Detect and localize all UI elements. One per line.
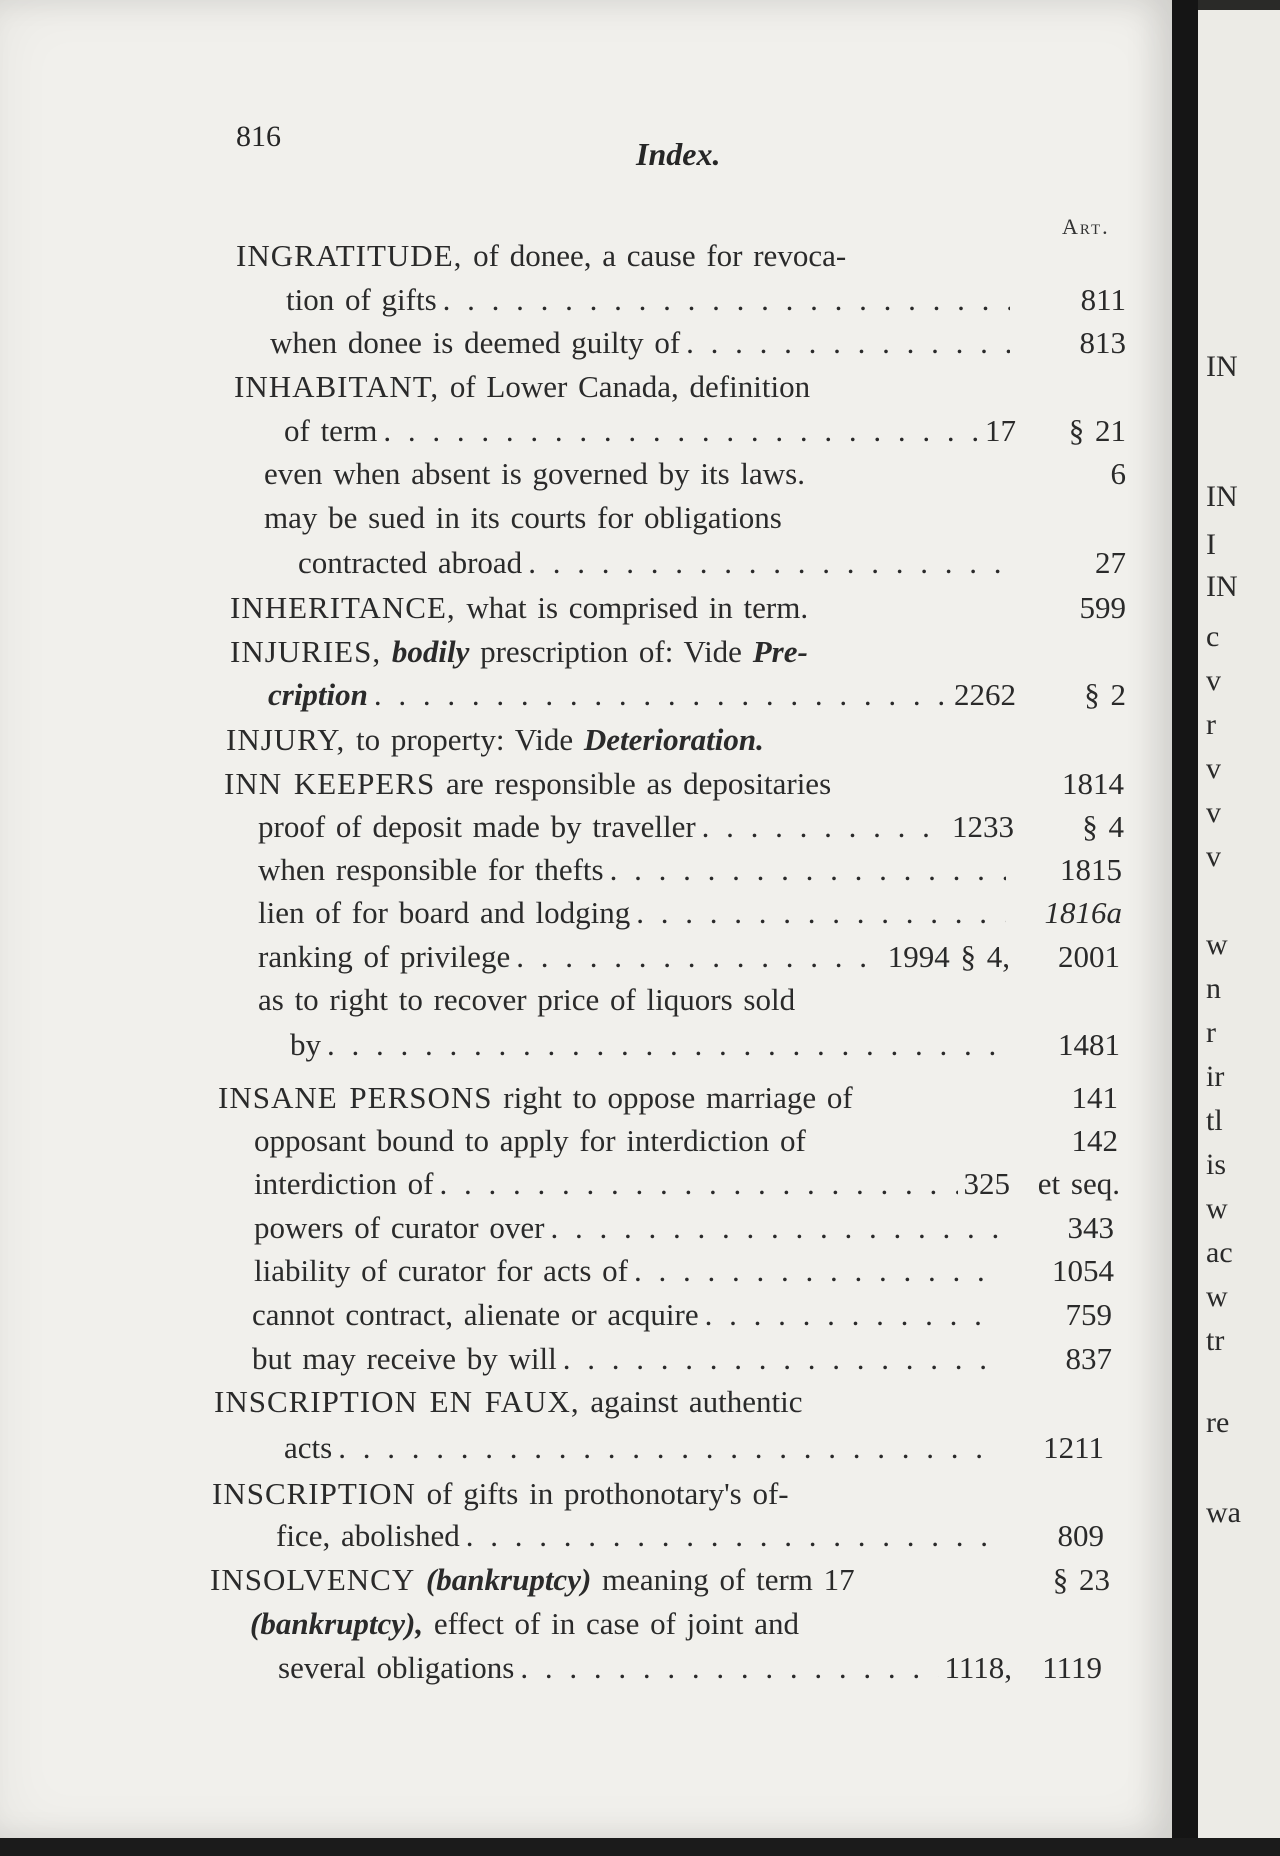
scan-bottom-edge <box>0 1838 1280 1856</box>
entry-text: against authentic <box>590 1384 803 1419</box>
entry-text: when responsible for thefts <box>258 852 604 887</box>
page-number: 816 <box>236 120 281 153</box>
index-entry <box>254 1123 1118 1163</box>
page-reference: 1233 <box>952 809 1014 844</box>
article-reference: 1054 <box>1052 1253 1114 1288</box>
dot-leader <box>636 895 1006 931</box>
index-entry <box>230 634 1030 674</box>
index-entry <box>298 545 1126 585</box>
entry-heading: INHERITANCE, <box>230 590 456 625</box>
dot-leader <box>338 1430 988 1466</box>
entry-text: contracted abroad <box>298 545 523 580</box>
entry-heading: INJURIES, <box>230 634 382 669</box>
entry-text: by <box>290 1027 321 1062</box>
entry-text: of Lower Canada, definition <box>449 369 811 404</box>
index-entry <box>254 1253 1114 1293</box>
dot-leader <box>327 1027 1004 1063</box>
entry-italic: (bankruptcy), <box>250 1606 424 1641</box>
index-entry <box>258 895 1122 935</box>
book-spine-shadow <box>1172 0 1198 1856</box>
index-entry <box>210 1562 1110 1602</box>
entry-text: what is comprised in term. <box>466 590 809 625</box>
entry-italic: Deterioration. <box>583 722 764 757</box>
entry-text: of term <box>284 413 378 448</box>
page-reference: 1994 § 4, <box>887 939 1010 974</box>
article-reference: 599 <box>1079 590 1126 625</box>
page-reference: 325 <box>963 1166 1010 1201</box>
entry-text: prescription of: Vide <box>480 634 742 669</box>
article-reference: 759 <box>1065 1297 1112 1332</box>
dot-leader <box>634 1253 998 1289</box>
entry-text: acts <box>284 1430 333 1465</box>
article-reference: § 23 <box>1052 1562 1110 1597</box>
article-reference: 6 <box>1110 456 1126 491</box>
dot-leader <box>466 1518 988 1554</box>
index-entry <box>258 809 1124 849</box>
article-reference: 27 <box>1095 545 1126 580</box>
index-entry <box>212 1476 1012 1516</box>
facing-text: w <box>1206 1280 1228 1313</box>
index-entry <box>226 722 1026 762</box>
entry-text: of gifts in prothonotary's of- <box>426 1476 789 1511</box>
facing-page-edge <box>1198 10 1280 1838</box>
index-entry <box>264 456 1126 496</box>
index-entry <box>268 677 1126 717</box>
index-entry <box>270 325 1126 365</box>
entry-text: are responsible as depositaries <box>445 766 832 801</box>
entry-text: effect of in case of joint and <box>433 1606 800 1641</box>
facing-text: n <box>1206 972 1221 1005</box>
index-entry <box>286 282 1126 322</box>
facing-text: v <box>1206 840 1221 873</box>
entry-italic: (bankruptcy) <box>425 1562 592 1597</box>
entry-text: tion of gifts <box>286 282 437 317</box>
article-reference: 1815 <box>1060 852 1122 887</box>
entry-heading: INN KEEPERS <box>224 766 436 801</box>
article-reference: § 21 <box>1068 413 1126 448</box>
article-reference: 811 <box>1080 282 1126 317</box>
index-entry <box>290 1027 1120 1067</box>
article-reference: 1481 <box>1058 1027 1120 1062</box>
article-column-label: Art. <box>1062 214 1110 239</box>
entry-text: fice, abolished <box>276 1518 460 1553</box>
facing-text: ac <box>1206 1236 1233 1269</box>
entry-heading: INSCRIPTION EN FAUX, <box>214 1384 580 1419</box>
index-entry <box>218 1080 1118 1120</box>
article-reference: 813 <box>1079 325 1126 360</box>
entry-text: ranking of privilege <box>258 939 511 974</box>
index-entry <box>224 766 1124 806</box>
index-entry <box>234 369 1024 409</box>
article-reference: § 2 <box>1084 677 1126 712</box>
dot-leader <box>702 809 946 845</box>
entry-text: lien of for board and lodging <box>258 895 631 930</box>
entry-text: right to oppose marriage of <box>503 1080 853 1115</box>
facing-text: v <box>1206 752 1221 785</box>
entry-text: opposant bound to apply for interdiction of <box>254 1123 806 1158</box>
index-entry <box>258 982 1018 1022</box>
dot-leader <box>520 1650 938 1686</box>
dot-leader <box>610 852 1006 888</box>
dot-leader <box>563 1341 996 1377</box>
entry-text: of donee, a cause for revoca- <box>473 238 847 273</box>
index-entry <box>276 1518 1104 1558</box>
dot-leader <box>439 1166 957 1202</box>
index-entry <box>214 1384 1014 1424</box>
article-reference: 1119 <box>1042 1650 1102 1685</box>
index-entry <box>236 238 1026 278</box>
index-entry <box>258 939 1120 979</box>
dot-leader <box>516 939 882 975</box>
entry-text: powers of curator over <box>254 1210 545 1245</box>
page-reference: 17 <box>985 413 1016 448</box>
entry-heading: INSOLVENCY <box>210 1562 416 1597</box>
article-reference: 809 <box>1057 1518 1104 1553</box>
entry-text: cannot contract, alienate or acquire <box>252 1297 699 1332</box>
index-entry <box>264 500 1024 540</box>
facing-text: IN <box>1206 480 1238 513</box>
entry-text: liability of curator for acts of <box>254 1253 628 1288</box>
facing-text: is <box>1206 1148 1227 1181</box>
dot-leader <box>528 545 1010 581</box>
article-reference: et seq. <box>1037 1166 1120 1201</box>
article-reference: 141 <box>1071 1080 1118 1115</box>
entry-heading: INSCRIPTION <box>212 1476 416 1511</box>
dot-leader <box>443 282 1010 318</box>
facing-text: w <box>1206 928 1228 961</box>
facing-text: wa <box>1206 1496 1241 1529</box>
entry-text: interdiction of <box>254 1166 434 1201</box>
article-reference: 1814 <box>1062 766 1124 801</box>
article-reference: 837 <box>1065 1341 1112 1376</box>
page-reference: 2262 <box>954 677 1016 712</box>
entry-heading: INJURY, <box>226 722 346 757</box>
facing-text: I <box>1206 528 1216 561</box>
article-reference: 343 <box>1067 1210 1114 1245</box>
article-reference: 2001 <box>1058 939 1120 974</box>
entry-text: when donee is deemed guilty of <box>270 325 681 360</box>
dot-leader <box>686 325 1010 361</box>
dot-leader <box>705 1297 996 1333</box>
index-entry <box>254 1210 1114 1250</box>
entry-italic: cription <box>268 677 368 712</box>
page-reference: 1118, <box>944 1650 1012 1685</box>
entry-text: proof of deposit made by traveller <box>258 809 696 844</box>
facing-text: c <box>1206 620 1220 653</box>
dot-leader <box>374 677 948 713</box>
facing-text: tr <box>1206 1324 1225 1357</box>
facing-text: w <box>1206 1192 1228 1225</box>
article-reference: 142 <box>1071 1123 1118 1158</box>
index-entry <box>252 1341 1112 1381</box>
facing-text: ir <box>1206 1060 1225 1093</box>
index-entry <box>278 1650 1102 1690</box>
index-entry <box>252 1297 1112 1337</box>
entry-text: several obligations <box>278 1650 515 1685</box>
entry-text: as to right to recover price of liquors sold <box>258 982 796 1017</box>
entry-italic: Pre- <box>752 634 808 669</box>
facing-text: v <box>1206 796 1221 829</box>
facing-text: r <box>1206 708 1216 741</box>
index-entry <box>284 1430 1104 1470</box>
article-reference: § 4 <box>1082 809 1124 844</box>
index-entry <box>258 852 1122 892</box>
article-reference: 1211 <box>1043 1430 1104 1465</box>
index-entry <box>284 413 1126 453</box>
index-entry <box>250 1606 1050 1646</box>
entry-heading: INGRATITUDE, <box>236 238 463 273</box>
facing-text: tl <box>1206 1104 1223 1137</box>
facing-text: IN <box>1206 350 1238 383</box>
entry-heading: INHABITANT, <box>234 369 440 404</box>
entry-text: meaning of term 17 <box>602 1562 855 1597</box>
running-head: Index. <box>636 136 721 172</box>
facing-text: r <box>1206 1016 1216 1049</box>
index-entry <box>230 590 1126 630</box>
entry-text: even when absent is governed by its laws. <box>264 456 805 491</box>
entry-heading: INSANE PERSONS <box>218 1080 493 1115</box>
dot-leader <box>550 1210 998 1246</box>
facing-text: re <box>1206 1406 1230 1439</box>
facing-text: v <box>1206 664 1221 697</box>
article-reference: 1816a <box>1044 895 1122 930</box>
entry-text: may be sued in its courts for obligations <box>264 500 782 535</box>
entry-text: to property: Vide <box>356 722 574 757</box>
entry-text: but may receive by will <box>252 1341 557 1376</box>
index-entry <box>254 1166 1120 1206</box>
facing-text: IN <box>1206 570 1238 603</box>
entry-italic: bodily <box>391 634 470 669</box>
dot-leader <box>383 413 979 449</box>
